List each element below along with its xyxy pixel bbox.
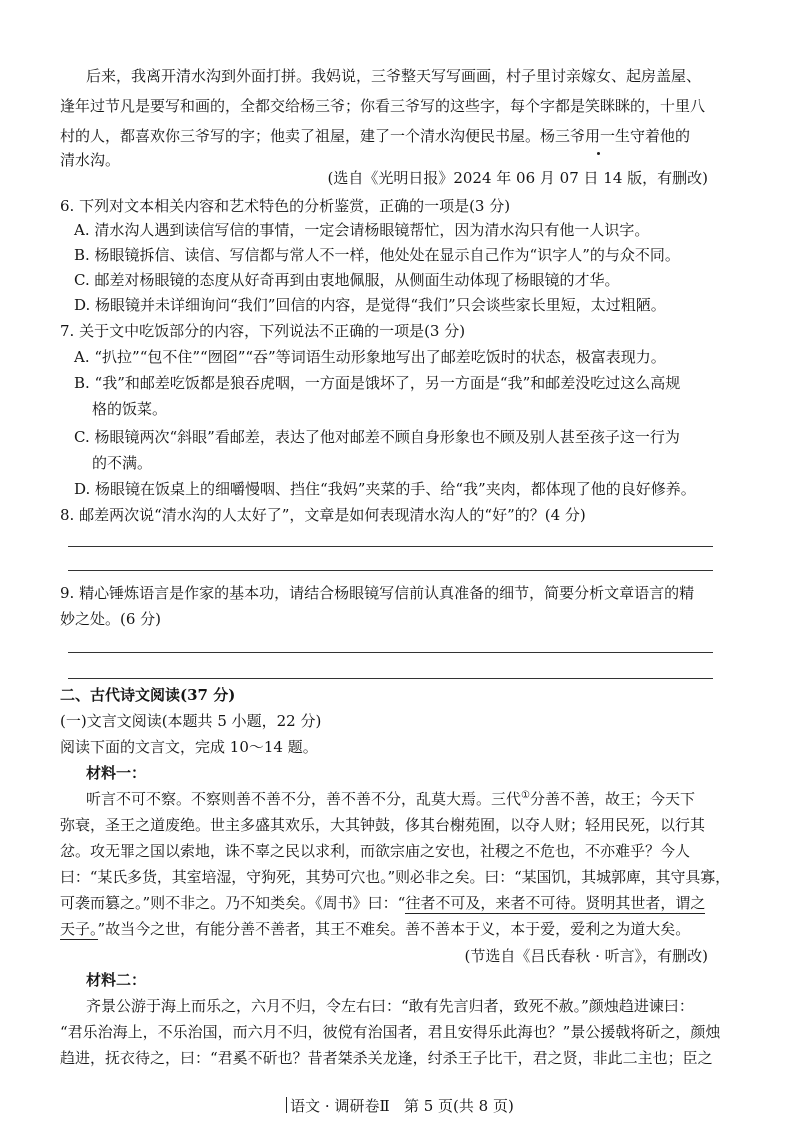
- material-1-line: 曰：“某氏多货，其室培湿，守狗死，其势可穴也。”则必非之矣。曰：“某国饥，其城郭庳，其守具寡，: [60, 868, 731, 886]
- material-2-line: “君乐治海上，不乐治国，而六月不归，彼傥有治国者，君且安得乐此海也？”景公援戟将斫之，颜烛: [60, 1023, 721, 1041]
- answer-line[interactable]: [68, 570, 713, 571]
- material-1-line: 忿。攻无罪之国以索地，诛不辜之民以求利，而欲宗庙之安也，社稷之不危也，不亦难乎？今人: [60, 842, 691, 860]
- material-1-text: 听言不可不察。不察则善不善不分，善不善不分，乱莫大焉。三代: [86, 790, 522, 808]
- stray-dot: [597, 152, 600, 155]
- material-1-text: 可袭而篡之。”则不非之。乃不知类矣。《周书》曰：“: [60, 894, 406, 912]
- material-1-line: [60, 919, 690, 939]
- question-7-option-b: B. “我”和邮差吃饭都是狼吞虎咽，一方面是饿坏了，另一方面是“我”和邮差没吃过这么高规: [74, 374, 681, 392]
- question-9-stem-cont: 妙之处。(6 分): [60, 610, 162, 628]
- question-8-stem: 8. 邮差两次说“清水沟的人太好了”，文章是如何表现清水沟人的“好”的？(4 分): [60, 506, 586, 524]
- passage-source: (选自《光明日报》2024 年 06 月 07 日 14 版，有删改): [327, 169, 708, 187]
- answer-line[interactable]: [68, 678, 713, 679]
- question-7-stem: 7. 关于文中吃饭部分的内容，下列说法不正确的一项是(3 分): [60, 322, 466, 340]
- material-1-text: 分善不善，故王；今天下: [529, 790, 695, 808]
- subsection-title: (一)文言文阅读(本题共 5 小题，22 分): [60, 712, 322, 730]
- footer-bar: [286, 1097, 287, 1113]
- passage-line: 后来，我离开清水沟到外面打拼。我妈说，三爷整天写写画画，村子里讨亲嫁女、起房盖屋、: [86, 67, 702, 85]
- material-1-line: [60, 893, 705, 913]
- material-1-line: 弥衰，圣王之道废绝。世主多盛其欢乐，大其钟鼓，侈其台榭苑囿，以夺人财；轻用民死，以行其: [60, 816, 706, 834]
- question-7-option-a: A. “扒拉”“包不住”“囫囵”“吞”等词语生动形象地写出了邮差吃饭时的状态，极富表现力。: [74, 348, 666, 366]
- material-2-line: 趋进，抚衣待之，曰：“君奚不斫也？昔者桀杀关龙逢，纣杀王子比干，君之贤，非此二主也；臣之: [60, 1049, 713, 1067]
- material-1-label: 材料一：: [86, 764, 147, 782]
- answer-line[interactable]: [68, 652, 713, 653]
- footer-subject: 语文 · 调研卷Ⅱ: [290, 1097, 390, 1115]
- question-7-option-d: D. 杨眼镜在饭桌上的细嚼慢咽、挡住“我妈”夹菜的手、给“我”夹肉，都体现了他的良好修养。: [74, 480, 696, 498]
- underlined-sentence: 往者不可及，来者不可待。贤明其世者，谓之: [405, 894, 706, 912]
- question-6-option-a: A. 清水沟人遇到读信写信的事情，一定会请杨眼镜帮忙，因为清水沟只有他一人识字。: [74, 221, 650, 239]
- passage-line: 清水沟。: [60, 151, 121, 169]
- question-6-option-b: B. 杨眼镜拆信、读信、写信都与常人不一样，他处处在显示自己作为“识字人”的与众不同。: [74, 246, 680, 264]
- question-6-option-c: C. 邮差对杨眼镜的态度从好奇再到由衷地佩服，从侧面生动体现了杨眼镜的才华。: [74, 271, 620, 289]
- page-footer: [0, 1096, 800, 1116]
- answer-line[interactable]: [68, 546, 713, 547]
- material-2-label: 材料二：: [86, 971, 147, 989]
- material-1-line: [86, 789, 695, 809]
- question-7-option-b-cont: 格的饭菜。: [92, 400, 168, 418]
- material-2-line: 齐景公游于海上而乐之，六月不归，令左右曰：“敢有先言归者，致死不赦。”颜烛趋进谏曰：: [86, 997, 694, 1015]
- underlined-sentence: 天子。: [60, 920, 98, 938]
- instruction: 阅读下面的文言文，完成 10～14 题。: [60, 738, 318, 756]
- material-1-source: (节选自《吕氏春秋 · 听言》，有删改): [464, 947, 708, 965]
- question-9-stem: 9. 精心锤炼语言是作家的基本功，请结合杨眼镜写信前认真准备的细节，简要分析文章语言的精: [60, 584, 695, 602]
- question-7-option-c: C. 杨眼镜两次“斜眼”看邮差，表达了他对邮差不顾自身形象也不顾及别人甚至孩子这一行为: [74, 428, 680, 446]
- section-title: 二、古代诗文阅读(37 分): [60, 686, 236, 704]
- question-7-option-c-cont: 的不满。: [92, 454, 153, 472]
- footer-page-number: 第 5 页(共 8 页): [403, 1097, 514, 1115]
- footnote-marker: ①: [521, 790, 530, 801]
- passage-line: 村的人，都喜欢你三爷写的字；他卖了祖屋，建了一个清水沟便民书屋。杨三爷用一生守着他的: [60, 127, 691, 145]
- question-6-stem: 6. 下列对文本相关内容和艺术特色的分析鉴赏，正确的一项是(3 分): [60, 197, 511, 215]
- passage-line: 逢年过节凡是要写和画的，全都交给杨三爷；你看三爷写的这些字，每个字都是笑眯眯的，十里八: [60, 97, 706, 115]
- question-6-option-d: D. 杨眼镜并未详细询问“我们”回信的内容，是觉得“我们”只会谈些家长里短，太过粗陋。: [74, 296, 666, 314]
- material-1-text: ”故当今之世，有能分善不善者，其王不难矣。善不善本于义，本于爱，爱利之为道大矣。: [97, 920, 691, 938]
